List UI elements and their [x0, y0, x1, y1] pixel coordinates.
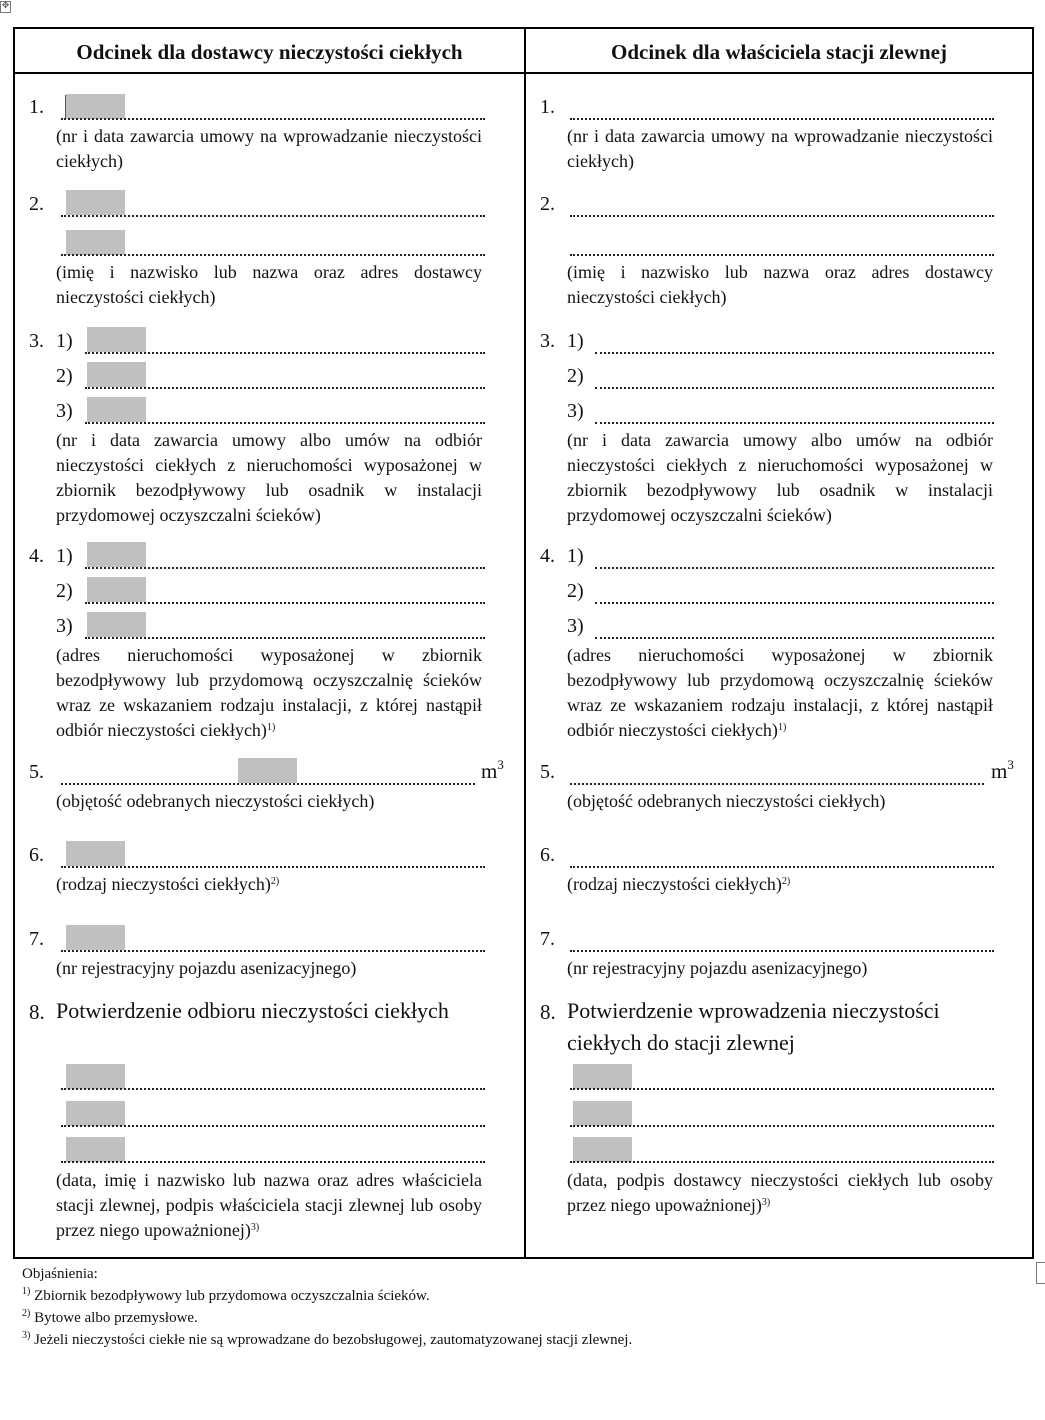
item-8-number: 8. — [540, 1000, 556, 1024]
footnote-2: $^{2)}$ Bytowe albo przemysłowe. — [22, 1308, 198, 1326]
redacted-field — [87, 362, 146, 387]
redacted-field — [66, 1101, 125, 1126]
item-8-title: Potwierdzenie odbioru nieczystości ciekłych — [56, 998, 449, 1023]
footnotes-title: Objaśnienia: — [22, 1266, 98, 1282]
item-6-caption: (rodzaj nieczystości ciekłych)$^{2)}$ — [567, 874, 791, 894]
item-4-field-2[interactable] — [595, 602, 994, 604]
item-2-field-line1[interactable] — [570, 215, 994, 217]
item-3-field-3[interactable] — [595, 422, 994, 424]
item-3-number: 3. — [540, 330, 555, 352]
item-3-sub-2: 2) — [567, 365, 584, 387]
right-column-heading: Odcinek dla właściciela stacji zlewnej — [611, 40, 947, 64]
item-6-field[interactable] — [570, 866, 994, 868]
item-4-sub-1: 1) — [567, 545, 584, 567]
item-8-caption: (data, podpis dostawcy nieczystości ciekłych lub osoby przez niego upoważnionej)$^{3)}$ — [567, 1170, 993, 1215]
footnote-3: $^{3)}$ Jeżeli nieczystości ciekłe nie są wprowadzane do bezobsługowej, zautomatyzowanej stacji zlewnej. — [22, 1330, 633, 1348]
redacted-field — [66, 94, 125, 119]
item-7-number: 7. — [540, 928, 555, 950]
item-2-caption: (imię i nazwisko lub nazwa oraz adres dostawcy nieczystości ciekłych) — [56, 262, 482, 307]
table-move-handle-icon[interactable]: ✥ — [1, 1, 10, 11]
item-5-number: 5. — [29, 761, 44, 783]
item-3-sub-3: 3) — [567, 400, 584, 422]
redacted-field — [87, 327, 146, 352]
item-4-field-1[interactable] — [595, 567, 994, 569]
item-6-number: 6. — [29, 844, 44, 866]
item-8-field-2[interactable] — [61, 1125, 485, 1127]
redacted-field — [87, 577, 146, 602]
item-8-field-1[interactable] — [570, 1088, 994, 1090]
item-4-sub-2: 2) — [56, 580, 73, 602]
item-2-caption: (imię i nazwisko lub nazwa oraz adres dostawcy nieczystości ciekłych) — [567, 262, 993, 307]
item-4-sub-2: 2) — [567, 580, 584, 602]
item-2-field-line1[interactable] — [61, 215, 485, 217]
item-3-field-2[interactable] — [595, 387, 994, 389]
redacted-field — [66, 1137, 125, 1162]
redacted-field — [87, 542, 146, 567]
redacted-field — [573, 1064, 632, 1089]
item-4-sub-3: 3) — [567, 615, 584, 637]
item-6-field[interactable] — [61, 866, 485, 868]
item-8-field-1[interactable] — [61, 1088, 485, 1090]
item-3-sub-2: 2) — [56, 365, 73, 387]
item-8-field-2[interactable] — [570, 1125, 994, 1127]
item-6-caption: (rodzaj nieczystości ciekłych)$^{2)}$ — [56, 874, 280, 894]
item-3-sub-1: 1) — [56, 330, 73, 352]
item-4-field-3[interactable] — [85, 637, 485, 639]
item-4-field-2[interactable] — [85, 602, 485, 604]
item-3-sub-1: 1) — [567, 330, 584, 352]
item-4-caption: (adres nieruchomości wyposażonej w zbiornik bezodpływowy lub przydomową oczyszczalnię ścieków wraz ze wskazaniem rodzaju instalacji, z której nastąpił odbiór nieczystości ciekłych)$^{1)}$ — [56, 645, 482, 740]
table-resize-handle-icon[interactable] — [1036, 1262, 1045, 1284]
item-3-field-1[interactable] — [85, 352, 485, 354]
item-5-number: 5. — [540, 761, 555, 783]
redacted-field — [87, 612, 146, 637]
item-1-field[interactable] — [61, 118, 485, 120]
item-5-unit: $m^3$ — [991, 757, 1014, 783]
right-column — [526, 74, 1032, 1257]
item-1-caption: (nr i data zawarcia umowy na wprowadzanie nieczystości ciekłych) — [567, 126, 993, 171]
footnotes — [22, 1263, 632, 1351]
footnote-1: $^{1)}$ Zbiornik bezodpływowy lub przydomowa oczyszczalnia ścieków. — [22, 1286, 430, 1304]
item-3-field-3[interactable] — [85, 422, 485, 424]
item-5-field[interactable] — [61, 783, 475, 785]
item-3-caption: (nr i data zawarcia umowy albo umów na odbiór nieczystości ciekłych z nieruchomości wyposażonej w zbiornik bezodpływowy lub osadnik w instalacji przydomowej oczyszczalni ścieków) — [567, 430, 993, 525]
item-5-caption: (objętość odebranych nieczystości ciekłych) — [56, 791, 375, 811]
redacted-field — [66, 230, 125, 255]
redacted-field — [238, 758, 297, 783]
item-3-field-2[interactable] — [85, 387, 485, 389]
item-2-field-line2[interactable] — [570, 254, 994, 256]
redacted-field — [66, 1064, 125, 1089]
item-1-number: 1. — [540, 96, 555, 118]
item-2-number: 2. — [540, 193, 555, 215]
item-7-caption: (nr rejestracyjny pojazdu asenizacyjnego) — [567, 958, 868, 978]
item-5-field[interactable] — [570, 783, 984, 785]
redacted-field — [66, 925, 125, 950]
item-7-field[interactable] — [570, 950, 994, 952]
left-column-heading: Odcinek dla dostawcy nieczystości ciekłych — [76, 40, 463, 64]
redacted-field — [87, 397, 146, 422]
item-1-caption: (nr i data zawarcia umowy na wprowadzanie nieczystości ciekłych) — [56, 126, 482, 171]
item-8-number: 8. — [29, 1000, 45, 1024]
item-7-field[interactable] — [61, 950, 485, 952]
item-4-caption: (adres nieruchomości wyposażonej w zbiornik bezodpływowy lub przydomową oczyszczalnię ścieków wraz ze wskazaniem rodzaju instalacji, z której nastąpił odbiór nieczystości ciekłych)$^{1)}$ — [567, 645, 993, 740]
item-7-number: 7. — [29, 928, 44, 950]
item-3-sub-3: 3) — [56, 400, 73, 422]
item-8-title: Potwierdzenie wprowadzenia nieczystości ciekłych do stacji zlewnej — [567, 998, 940, 1055]
item-2-field-line2[interactable] — [61, 254, 485, 256]
item-1-number: 1. — [29, 96, 44, 118]
item-4-field-1[interactable] — [85, 567, 485, 569]
item-4-sub-1: 1) — [56, 545, 73, 567]
item-8-field-3[interactable] — [61, 1161, 485, 1163]
item-3-number: 3. — [29, 330, 44, 352]
item-7-caption: (nr rejestracyjny pojazdu asenizacyjnego) — [56, 958, 357, 978]
redacted-field — [573, 1101, 632, 1126]
form-table — [13, 27, 1034, 1259]
item-1-field[interactable] — [570, 118, 994, 120]
item-4-number: 4. — [540, 545, 555, 567]
item-3-caption: (nr i data zawarcia umowy albo umów na odbiór nieczystości ciekłych z nieruchomości wyposażonej w zbiornik bezodpływowy lub osadnik w instalacji przydomowej oczyszczalni ścieków) — [56, 430, 482, 525]
item-4-sub-3: 3) — [56, 615, 73, 637]
item-8-field-3[interactable] — [570, 1161, 994, 1163]
item-4-number: 4. — [29, 545, 44, 567]
item-8-caption: (data, imię i nazwisko lub nazwa oraz adres właściciela stacji zlewnej, podpis właściciela stacji zlewnej lub osoby przez niego upoważnionej)$^{3)}$ — [56, 1170, 482, 1240]
redacted-field — [573, 1137, 632, 1162]
left-column — [15, 74, 524, 1257]
item-5-caption: (objętość odebranych nieczystości ciekłych) — [567, 791, 886, 811]
redacted-field — [66, 190, 125, 215]
item-4-field-3[interactable] — [595, 637, 994, 639]
item-2-number: 2. — [29, 193, 44, 215]
redacted-field — [66, 841, 125, 866]
item-3-field-1[interactable] — [595, 352, 994, 354]
item-6-number: 6. — [540, 844, 555, 866]
item-5-unit: $m^3$ — [481, 757, 504, 783]
